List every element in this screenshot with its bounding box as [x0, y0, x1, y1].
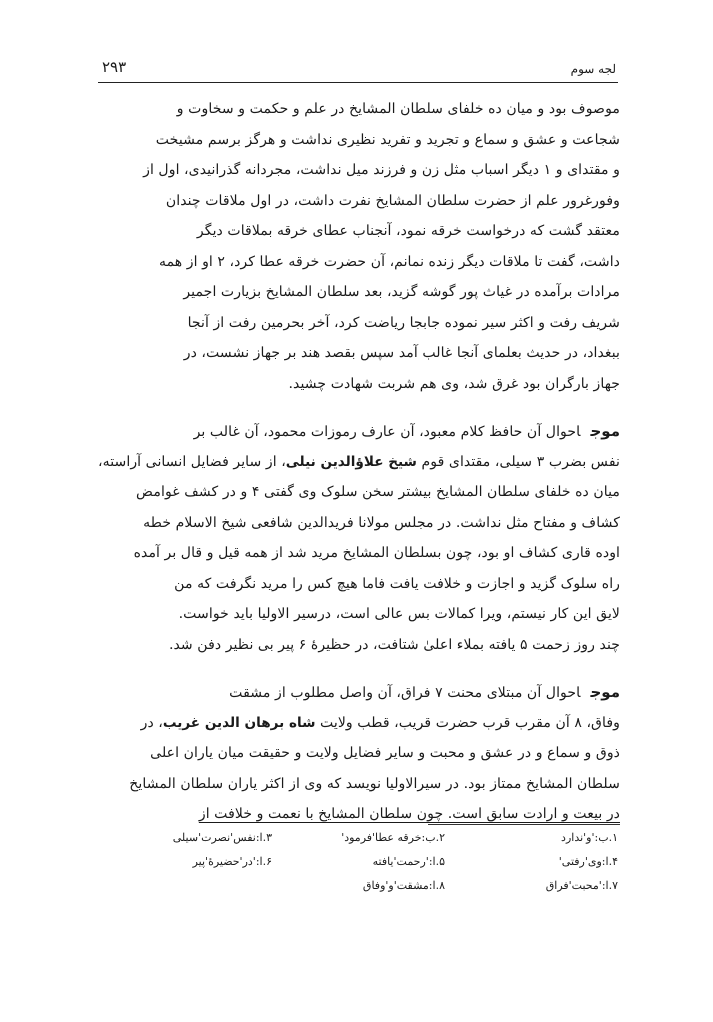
person-name: شاه برهان الدین غریب: [162, 714, 316, 731]
text-line: ببغداد، در حدیث بعلمای آنجا غالب آمد سپس بقصد هند بر جهاز نشست، در: [183, 345, 620, 361]
text-line: اوده قاری کشاف او بود، چون بسلطان المشایخ مرید شد از همه قیل و قال بر آمده: [133, 545, 620, 561]
text-line: جهاز بارگران بود غرق شد، وی هم شربت شهادت چشید.: [288, 375, 620, 392]
chapter-title: لجه سوم: [570, 62, 616, 76]
text-line: مرادات برآمده در غیاث پور گوشه گزید، بعد سلطان المشایخ بزیارت اجمیر: [183, 284, 620, 300]
text-line: راه سلوک گزید و اجازت و خلافت یافت فاما هیچ کس را مرید نگرفت که من: [174, 575, 620, 592]
text-line: موجاحوال آن حافظ کلام معبود، آن عارف رموزات محمود، آن غالب بر: [193, 422, 620, 440]
section-heading: موج: [590, 422, 620, 440]
text-line: شجاعت و عشق و سماع و تجرید و تفرید نظیری نداشت و هرگز برسم مشیخت: [155, 131, 620, 148]
footnote: ۱.ب:'و'ندارد: [561, 831, 618, 844]
page-number: ۲۹۳: [102, 58, 127, 76]
text-line: چند روز زحمت ۵ یافته بملاء اعلیٰ شتافت، در حظیرهٔ ۶ پیر بی نظیر دفن شد.: [168, 636, 620, 653]
text-line: ذوق و سماع و در عشق و محبت و سایر فضایل ولایت و حقیقت میان یاران اعلی: [150, 745, 620, 761]
text-line: نفس بضرب ۳ سیلی، مقتدای قوم شیخ علاؤالدین نیلی، از سایر فضایل انسانی آراسته،: [98, 453, 620, 470]
section-heading: موج: [590, 683, 620, 701]
footnote: ۲.ب:خرقه عطا'فرمود': [341, 831, 445, 844]
text-line: کشاف و مفتاح مثل نداشت. در مجلس مولانا فریدالدین شافعی شیخ الاسلام خطه: [143, 514, 620, 531]
footnotes: [98, 826, 618, 898]
text-line: در بیعت و ارادت سابق است. چون سلطان المشایخ با نعمت و خلافت از: [198, 806, 620, 822]
footnote-row: [98, 874, 618, 898]
running-header: [98, 58, 618, 83]
footnote: ۵.ا:'رحمت'یافته: [372, 855, 445, 868]
footnote-row: [98, 850, 618, 874]
text-line: موصوف بود و میان ده خلفای سلطان المشایخ در علم و حکمت و سخاوت و: [176, 101, 620, 117]
footnote-row: [98, 826, 618, 850]
text-line: سلطان المشایخ ممتاز بود. در سیرالاولیا نویسد که وی از اکثر یاران سلطان المشایخ: [129, 775, 620, 792]
text-line: شریف رفت و اکثر سیر نموده جابجا ریاضت کرد، آخر بحرمین رفت از آنجا: [187, 314, 620, 331]
person-name: شیخ علاؤالدین نیلی: [285, 453, 417, 470]
text-line: داشت، گفت تا ملاقات دیگر زنده نمانم، آن حضرت خرقه عطا کرد، ۲ او از همه: [158, 253, 620, 270]
text-line: لایق این کار نیستم، ویرا کمالات بس عالی است، درسیر الاولیا باید خواست.: [178, 606, 620, 622]
text-line: میان ده خلفای سلطان المشایخ بیشتر سخن سلوک وی گفتی ۴ و در کشف غوامض: [136, 484, 620, 500]
footnote: ۶.ا:'در'حضیرهٔ'پیر: [192, 855, 272, 868]
paragraph-1: [98, 94, 620, 399]
paragraph-2: [98, 416, 620, 660]
paragraph-3: [98, 677, 620, 830]
text-line: وفورغرور علم از حضرت سلطان المشایخ نفرت داشت، در اول ملاقات چندان: [165, 192, 620, 209]
text-line: وفاق، ۸ آن مقرب قرب حضرت قریب، قطب ولایت شاه برهان الدین غریب، در: [140, 714, 620, 731]
footnote: ۷.ا:'محبت'فراق: [545, 879, 618, 892]
text-line: و مقتدای و ۱ دیگر اسباب مثل زن و فرزند میل نداشت، مجردانه گذرانیدی، اول از: [143, 162, 620, 178]
footnote: ۸.ا:مشقت'و'وفاق: [362, 879, 445, 892]
footnote: [99, 874, 272, 898]
text-line: موجاحوال آن مبتلای محنت ۷ فراق، آن واصل مطلوب از مشقت: [229, 683, 620, 701]
footnote: ۴.ا:وی'رفتی': [558, 855, 618, 868]
footnote: ۳.ا:نفس'نصرت'سیلی: [172, 831, 272, 844]
text-line: معتقد گشت که درخواست خرقه نمود، آنجناب عطای خرقه بملاقات دیگر: [196, 223, 620, 239]
main-text: [98, 94, 620, 822]
footnote-separator: [428, 824, 620, 825]
